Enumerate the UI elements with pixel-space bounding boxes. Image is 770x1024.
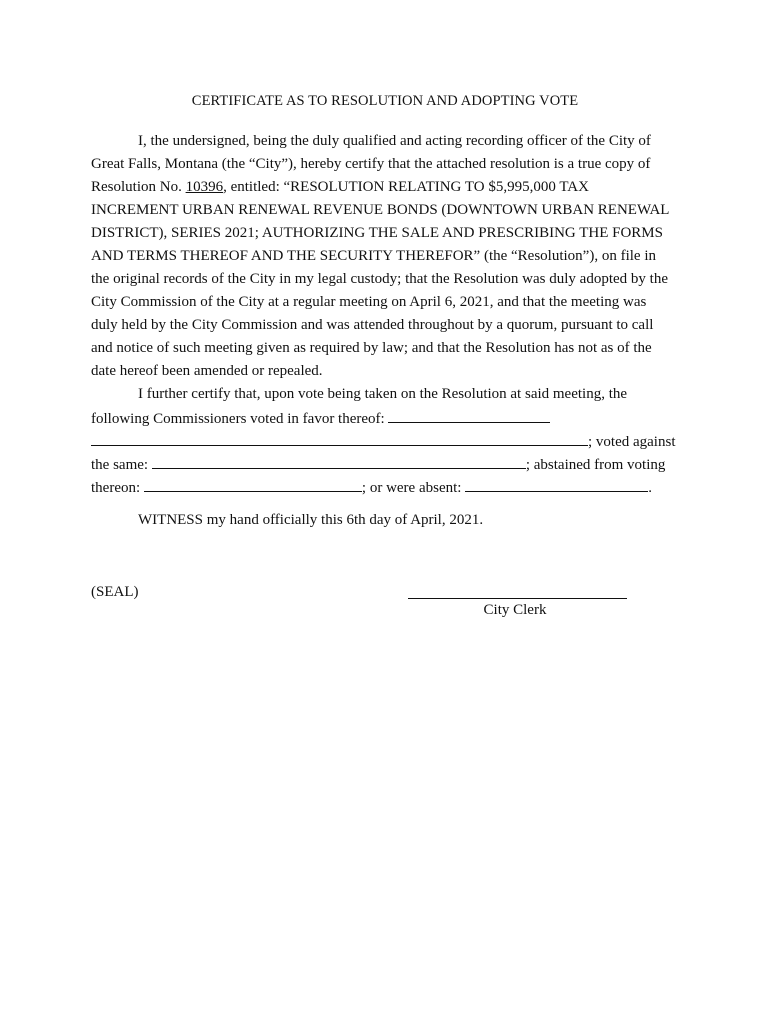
- witness-statement: WITNESS my hand officially this 6th day of April, 2021.: [138, 512, 484, 528]
- voted-in-favor-blank[interactable]: [388, 409, 550, 423]
- paragraph-1-line-4: INCREMENT URBAN RENEWAL REVENUE BONDS (DOWNTOWN URBAN RENEWAL: [91, 202, 670, 218]
- paragraph-1-line-8: City Commission of the City at a regular meeting on April 6, 2021, and that the meeting was: [91, 294, 647, 310]
- absent-blank[interactable]: [465, 478, 648, 492]
- abstained-label: ; abstained from voting: [525, 457, 666, 473]
- paragraph-1-line-7: the original records of the City in my legal custody; that the Resolution was duly adopted by the: [91, 271, 668, 287]
- voted-against-label: ; voted against: [588, 434, 676, 450]
- resolution-number: 10396: [185, 179, 224, 195]
- paragraph-1-line-5: DISTRICT), SERIES 2021; AUTHORIZING THE SALE AND PRESCRIBING THE FORMS: [91, 225, 663, 241]
- paragraph-2-line-4: [91, 455, 665, 474]
- paragraph-1-line-11: date hereof been amended or repealed.: [91, 363, 323, 379]
- resolution-title-start: , entitled: “RESOLUTION RELATING TO $5,995,000 TAX: [223, 179, 589, 195]
- line-end-period: .: [648, 480, 652, 496]
- paragraph-1-line-3: [91, 179, 589, 196]
- absent-label: ; or were absent:: [361, 480, 466, 496]
- signature-label: City Clerk: [483, 602, 547, 618]
- resolution-no-label: Resolution No.: [91, 179, 186, 195]
- the-same-label: the same:: [91, 457, 152, 473]
- paragraph-1-line-9: duly held by the City Commission and was attended throughout by a quorum, pursuant to call: [91, 317, 654, 333]
- voted-in-favor-label: following Commissioners voted in favor thereof:: [91, 411, 389, 427]
- paragraph-2-line-5: [91, 478, 652, 497]
- paragraph-2-line-2: [91, 409, 550, 428]
- paragraph-1-line-1: I, the undersigned, being the duly qualified and acting recording officer of the City of: [138, 133, 651, 149]
- paragraph-1-line-2: Great Falls, Montana (the “City”), hereby certify that the attached resolution is a true copy of: [91, 156, 651, 172]
- seal-placeholder: (SEAL): [91, 584, 139, 600]
- paragraph-1-line-6: AND TERMS THEREOF AND THE SECURITY THEREFOR” (the “Resolution”), on file in: [91, 248, 656, 264]
- paragraph-1-line-10: and notice of such meeting given as required by law; and that the Resolution has not as of the: [91, 340, 652, 356]
- thereon-label: thereon:: [91, 480, 144, 496]
- voted-against-blank[interactable]: [152, 455, 526, 469]
- paragraph-2-line-1: I further certify that, upon vote being taken on the Resolution at said meeting, the: [138, 386, 628, 402]
- voted-in-favor-blank-continued[interactable]: [91, 432, 588, 446]
- abstained-blank[interactable]: [144, 478, 362, 492]
- paragraph-2-line-3: [91, 432, 675, 451]
- signature-line[interactable]: [408, 598, 627, 599]
- document-title: CERTIFICATE AS TO RESOLUTION AND ADOPTING VOTE: [191, 93, 579, 109]
